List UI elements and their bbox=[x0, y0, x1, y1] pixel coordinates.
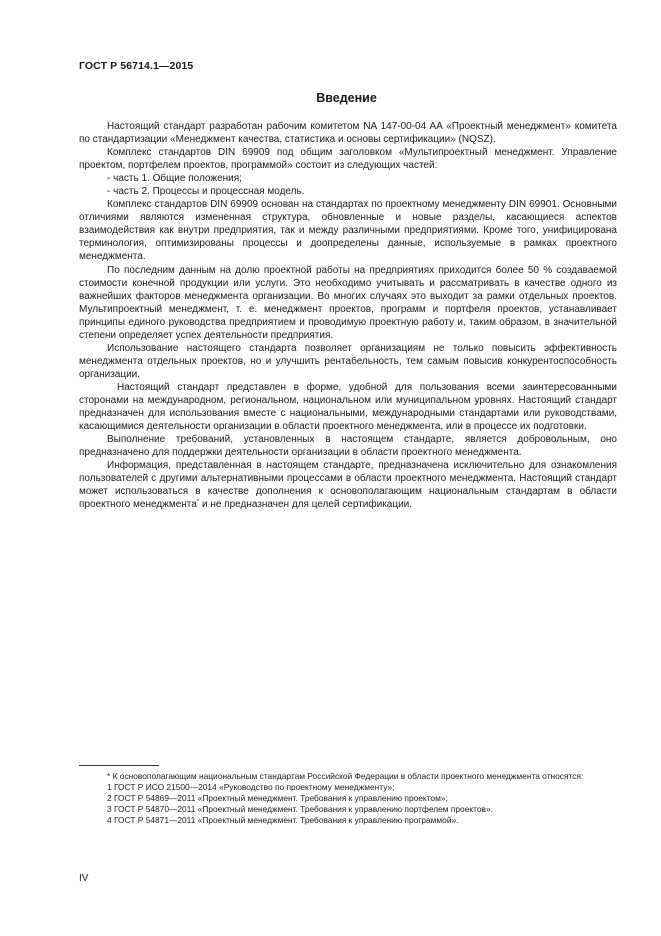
footnote-separator bbox=[79, 765, 159, 766]
footnote-text: * К основополагающим национальным стандартам Российской Федерации в области проектного менеджмента относятся: bbox=[107, 771, 584, 781]
paragraph: Настоящий стандарт разработан рабочим комитетом NA 147-00-04 AA «Проектный менеджмент» комитета по стандартизации «Менеджмент качества, статистика и основы сертификации» (NQSZ). bbox=[79, 121, 617, 146]
list-item: - часть 1. Общие положения; bbox=[107, 173, 242, 185]
footnote-marker: * bbox=[196, 499, 200, 506]
document-id-header: ГОСТ Р 56714.1—2015 bbox=[79, 60, 194, 72]
page-number: IV bbox=[79, 873, 89, 884]
paragraph-text-end: и не предназначен для целей сертификации. bbox=[199, 499, 413, 511]
paragraph: Комплекс стандартов DIN 69909 основан на стандартах по проектному менеджменту DIN 69901. Основными отличиями являются измененная структура, обновленные и новые разделы, касающиеся аспектов взаимодействия как внутри предприятия, так и между различными предприятиями. Кроме того, унифицирована терминология, оптимизированы процессы и доопределены данные, используемые в рамках проектного менеджмента. bbox=[79, 199, 617, 263]
document-body bbox=[79, 120, 617, 511]
paragraph bbox=[79, 459, 617, 511]
paragraph: Комплекс стандартов DIN 69909 под общим заголовком «Мультипроектный менеджмент. Управление проектом, портфелем проектов, программой» состоит из следующих частей: bbox=[79, 147, 617, 172]
footnote-list-item: 3 ГОСТ Р 54870—2011 «Проектный менеджмент. Требования к управлению портфелем проектов». bbox=[107, 804, 493, 815]
paragraph: Настоящий стандарт представлен в форме, удобной для пользования всеми заинтересованными сторонами на международном, региональном, национальном или муниципальном уровнях. Настоящий стандарт предназначен для использования вместе с национальными, международными стандартами или руководствами, касающимися деятельности организации в области проектного менеджмента, или в процессе их подготовки. bbox=[79, 381, 617, 433]
footnotes bbox=[79, 771, 617, 826]
paragraph: Выполнение требований, установленных в настоящем стандарте, является добровольным, оно предназначено для поддержки деятельности организации в области проектного менеджмента. bbox=[79, 434, 617, 459]
list-item: - часть 2. Процессы и процессная модель. bbox=[107, 186, 305, 198]
paragraph-text: Информация, представленная в настоящем стандарте, предназначена исключительно для ознакомления пользователей с другими альтернативными процессами в области проектного менеджмента. Настоящий стандарт может использоваться в качестве дополнения к основополагающим национальным стандартам в области проектного менеджмента bbox=[79, 460, 617, 511]
footnote-list-item: 2 ГОСТ Р 54869—2011 «Проектный менеджмент. Требования к управлению проектом»; bbox=[107, 793, 448, 804]
paragraph: По последним данным на долю проектной работы на предприятиях приходится более 50 % создаваемой стоимости конечной продукции или услуги. Это необходимо учитывать и рассматривать в качестве одного из важнейших факторов менеджмента организации. Во многих случаях это выходит за рамки отдельных проектов. Мультипроектный менеджмент, т. е. менеджмент проектов, программ и портфеля проектов, устанавливает принципы единого руководства предприятием и проводимую проектную работу и, таким образом, в значительной степени определяет успех деятельности предприятия. bbox=[79, 264, 617, 341]
footnote-list-item: 1 ГОСТ Р ИСО 21500—2014 «Руководство по проектному менеджменту»; bbox=[107, 782, 395, 793]
section-title: Введение bbox=[316, 91, 377, 105]
footnote-list-item: 4 ГОСТ Р 54871—2011 «Проектный менеджмент. Требования к управлению программой». bbox=[107, 815, 459, 826]
paragraph: Использование настоящего стандарта позволяет организациям не только повысить эффективность менеджмента отдельных проектов, но и улучшить рентабельность, тем самым повысив конкурентоспособность организации. bbox=[79, 342, 617, 380]
